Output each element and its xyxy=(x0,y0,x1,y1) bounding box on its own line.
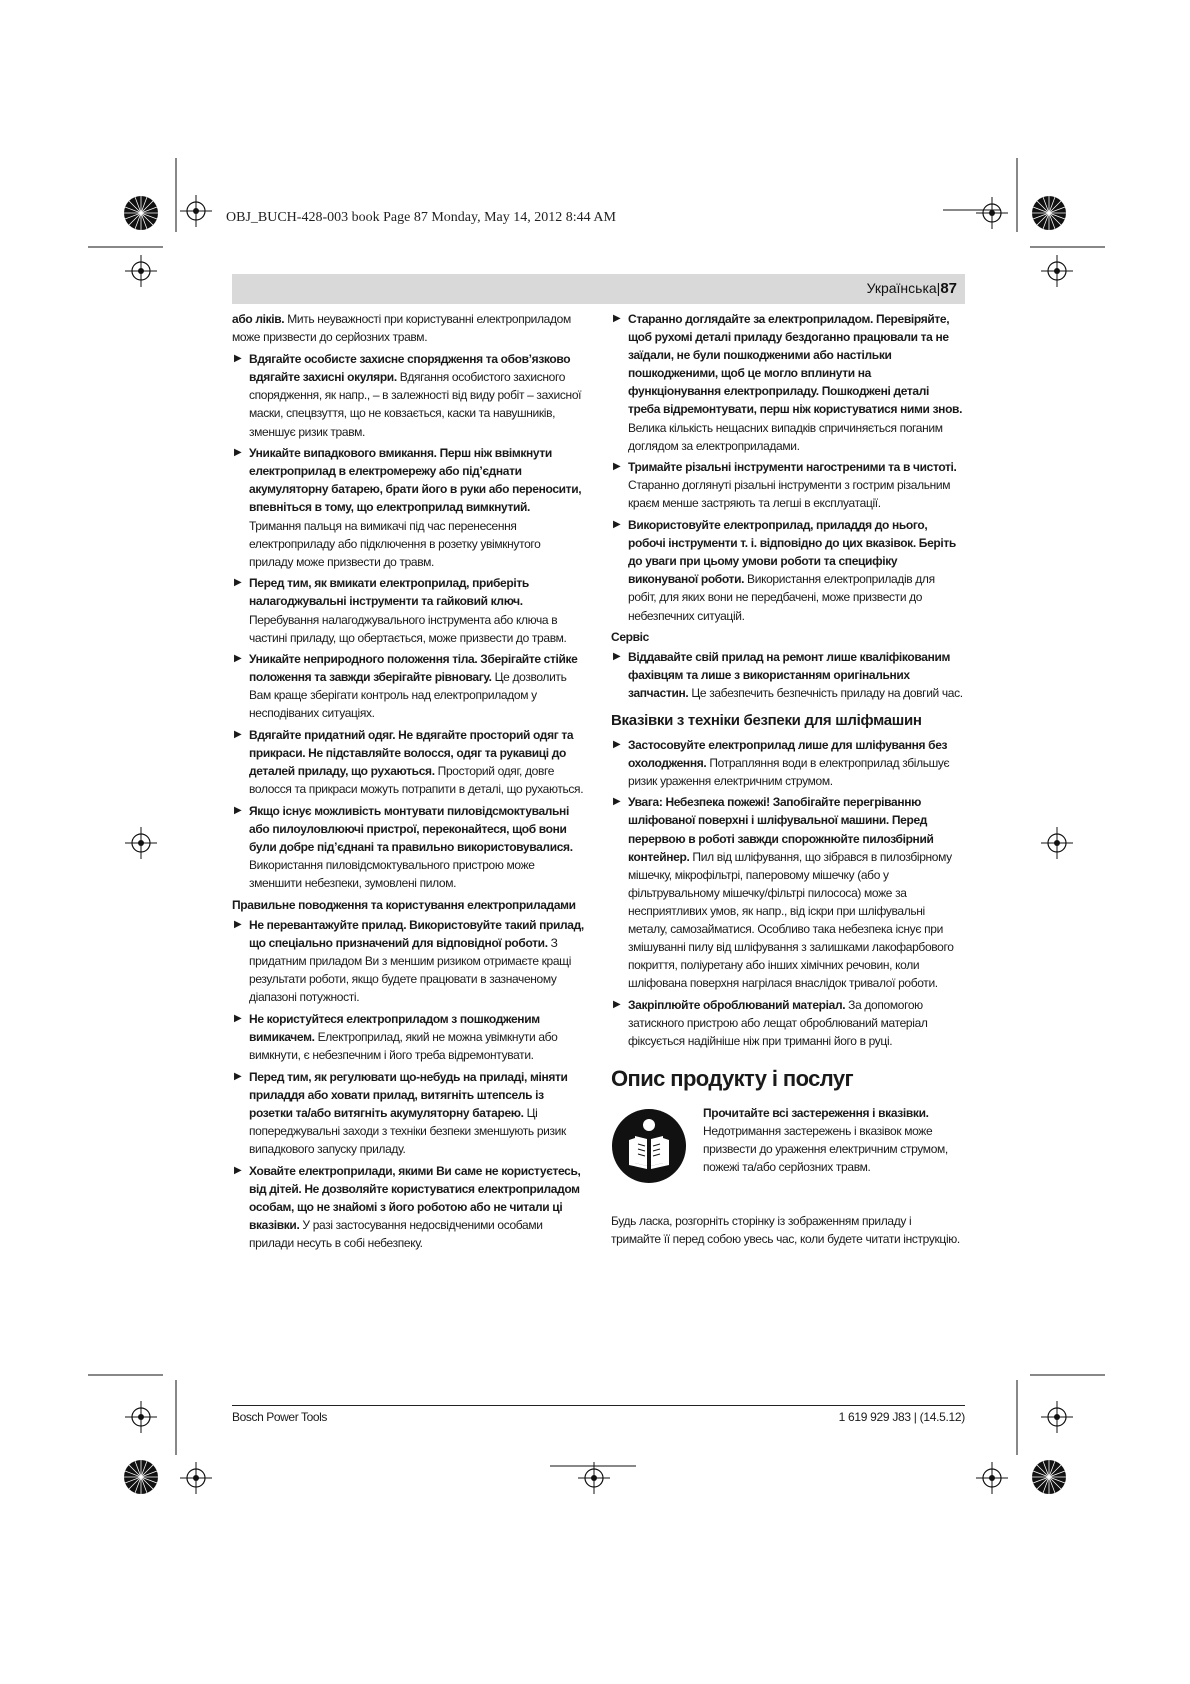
safety-bullet: ▶ Якщо існує можливість монтувати пиловідсмоктувальні або пилоуловлюючі пристрої, переконайтеся, щоб вони були добре під’єднані та правильно використовувалися. Використання пиловідсмоктувального пристрою може зменшити небезпеки, зумовлені пилом. xyxy=(234,803,573,891)
safety-bullet: ▶ Уникайте неприродного положення тіла. Зберігайте стійке положення та завжди зберігайте рівновагу. Це дозволить Вам краще зберігати контроль над електроприладом у несподіваних ситуаціях. xyxy=(234,652,578,721)
usage-bullet: ▶ Старанно доглядайте за електроприладом. Перевіряйте, щоб рухомі деталі приладу бездоганно працювали та не заїдали, не були пошкодженими або настільки пошкодженими, щоб це могло вплинути на функціонування електроприладу. Пошкоджені деталі треба відремонтувати, перш ніж користуватися ними знов. Велика кількість нещасних випадків спричиняється поганим доглядом за електроприладами. xyxy=(613,312,963,453)
bullet-triangle-icon: ▶ xyxy=(613,519,621,531)
bullet-triangle-icon: ▶ xyxy=(613,461,621,473)
bullet-triangle-icon: ▶ xyxy=(234,353,242,365)
bullet-triangle-icon: ▶ xyxy=(234,1012,242,1024)
closing-paragraph: Будь ласка, розгорніть сторінку із зображенням приладу і тримайте її перед собою увесь час, коли будете читати інструкцію. xyxy=(611,1214,960,1247)
safety-bullet: ▶ Вдягайте особисте захисне спорядження та обов’язково вдягайте захисні окуляри. Вдягання особистого захисного спорядження, як напр., – в залежності від виду робіт – захисної маски, спецвзуття, що не ковзається, каски та навушників, зменшує ризик травм. xyxy=(234,352,582,439)
product-description-heading: Опис продукту і послуг xyxy=(611,1066,854,1092)
bullet-triangle-icon: ▶ xyxy=(234,577,242,589)
usage-bullet: ▶ Не користуйтеся електроприладом з пошкодженим вимикачем. Електроприлад, який не можна увімкнути або вимкнути, є небезпечним і його треба відремонтувати. xyxy=(234,1011,558,1063)
sander-bullet: ▶ Застосовуйте електроприлад лише для шліфування без охолодження. Потрапляння води в електроприлад збільшує ризик ураження електричним струмом. xyxy=(613,737,950,788)
bullet-triangle-icon: ▶ xyxy=(234,447,242,459)
right-column xyxy=(611,310,963,1252)
footer-rule xyxy=(232,1405,965,1406)
print-job-header: OBJ_BUCH-428-003 book Page 87 Monday, May 14, 2012 8:44 AM xyxy=(226,210,616,225)
read-manual-icon xyxy=(611,1108,687,1184)
page-header-bar xyxy=(232,274,965,304)
bullet-triangle-icon: ▶ xyxy=(234,729,242,741)
safety-bullet: ▶ Уникайте випадкового вмикання. Перш ніж ввімкнути електроприлад в електромережу або під’єднати акумуляторну батарею, брати його в руки або переносити, впевніться в тому, що електроприлад вимкнутий. Тримання пальця на вимикачі під час перенесення електроприладу або підключення в розетку увімкнутого приладу може призвести до травм. xyxy=(234,446,582,569)
usage-bullet: ▶ Тримайте різальні інструменти нагостреними та в чистоті. Старанно доглянуті різальні інструменти з гострим різальним краєм менше застряють та легші в експлуатації. xyxy=(613,460,957,511)
intro-paragraph: або ліків. Мить неуважності при користуванні електроприладом може призвести до серйозних травм. xyxy=(232,312,571,345)
bullet-triangle-icon: ▶ xyxy=(613,738,621,750)
warning-text: Прочитайте всі застереження і вказівки. Недотримання застережень і вказівок може призвести до ураження електричним струмом, пожежі та/або серйозних травм. xyxy=(703,1106,948,1175)
sander-safety-heading: Вказівки з техніки безпеки для шліфмашин xyxy=(611,712,922,730)
left-column xyxy=(232,310,584,1256)
service-heading: Сервіс xyxy=(611,630,649,645)
usage-bullet: ▶ Не перевантажуйте прилад. Використовуйте такий прилад, що спеціально призначений для відповідної роботи. З придатним приладом Ви з меншим ризиком отримаєте кращі результати роботи, якщо будете працювати в зазначеному діапазоні потужності. xyxy=(234,918,584,1005)
usage-bullet: ▶ Ховайте електроприлади, якими Ви саме не користуєтесь, від дітей. Не дозволяйте користуватися електроприладом особам, що не знайомі з його роботою або не читали ці вказівки. У разі застосування недосвідченими особами прилади несуть в собі небезпеку. xyxy=(234,1163,581,1251)
bullet-triangle-icon: ▶ xyxy=(234,919,242,930)
header-separator: | xyxy=(936,280,941,296)
safety-bullet: ▶ Перед тим, як вмикати електроприлад, приберіть налагоджувальні інструменти та гайковий ключ. Перебування налагоджувального інструмента або ключа в частині приладу, що обертається, може призвести до травм. xyxy=(234,576,567,645)
footer-brand: Bosch Power Tools xyxy=(232,1410,328,1424)
bullet-triangle-icon: ▶ xyxy=(613,651,621,663)
footer-doc-code: 1 619 929 J83 | (14.5.12) xyxy=(838,1410,965,1424)
page-label xyxy=(867,280,957,297)
safety-bullet: ▶ Вдягайте придатний одяг. Не вдягайте просторий одяг та прикраси. Не підставляйте волосся, одяг та рукавиці до деталей приладу, що рухаються. Просторий одяг, довге волосся та прикраси можуть потрапити в деталі, що рухаються. xyxy=(234,728,584,797)
page-number: 87 xyxy=(940,280,957,297)
bullet-triangle-icon: ▶ xyxy=(234,804,242,816)
bullet-triangle-icon: ▶ xyxy=(234,653,242,665)
read-instructions-warning xyxy=(611,1104,963,1196)
bullet-triangle-icon: ▶ xyxy=(613,998,621,1010)
service-bullet: ▶ Віддавайте свій прилад на ремонт лише кваліфікованим фахівцям та лише з використанням оригінальних запчастин. Це забезпечить безпечність приладу на довгий час. xyxy=(613,650,963,701)
bullet-triangle-icon: ▶ xyxy=(234,1164,242,1176)
bullet-triangle-icon: ▶ xyxy=(613,313,621,324)
sander-bullet: ▶ Закріплюйте оброблюваний матеріал. За допомогою затискного пристрою або лещат оброблюваний матеріал фіксується надійніше ніж при триманні його в руці. xyxy=(613,997,928,1049)
section-subheading: Правильне поводження та користування електроприладами xyxy=(232,897,576,912)
bullet-triangle-icon: ▶ xyxy=(234,1070,242,1082)
sander-bullet: ▶ Увага: Небезпека пожежі! Запобігайте перегріванню шліфованої поверхні і шліфувальної машини. Перед перервою в роботі завжди спорожнюйте пилозбірний контейнер. Пил від шліфування, що зібрався в пилозбірному мішечку, мікрофільтрі, паперовому мішечку (або у фільтрувальному мішечку/фільтрі пилососа) може за несприятливих умов, як напр., від іскри при шліфувальні металу, самозайматися. Особливо така небезпека існує при змішуванні пилу від шліфування з залишками лакофарбового покриття, поліуретану або інших хімічних речовин, коли шліфована поверхня нагрілася внаслідок тривалої роботи. xyxy=(613,795,954,991)
language-label: Українська xyxy=(866,280,937,296)
bullet-triangle-icon: ▶ xyxy=(613,796,621,808)
usage-bullet: ▶ Перед тим, як регулювати що-небудь на приладі, міняти приладдя або ховати прилад, витягніть штепсель із розетки та/або витягніть акумуляторну батарею. Ці попереджувальні заходи з техніки безпеки зменшують ризик випадкового запуску приладу. xyxy=(234,1069,568,1157)
usage-bullet: ▶ Використовуйте електроприлад, приладдя до нього, робочі інструменти т. і. відповідно до цих вказівок. Беріть до уваги при цьому умови роботи та специфіку виконуваної роботи. Використання електроприладів для робіт, для яких вони не передбачені, може призвести до небезпечних ситуацій. xyxy=(613,518,956,623)
